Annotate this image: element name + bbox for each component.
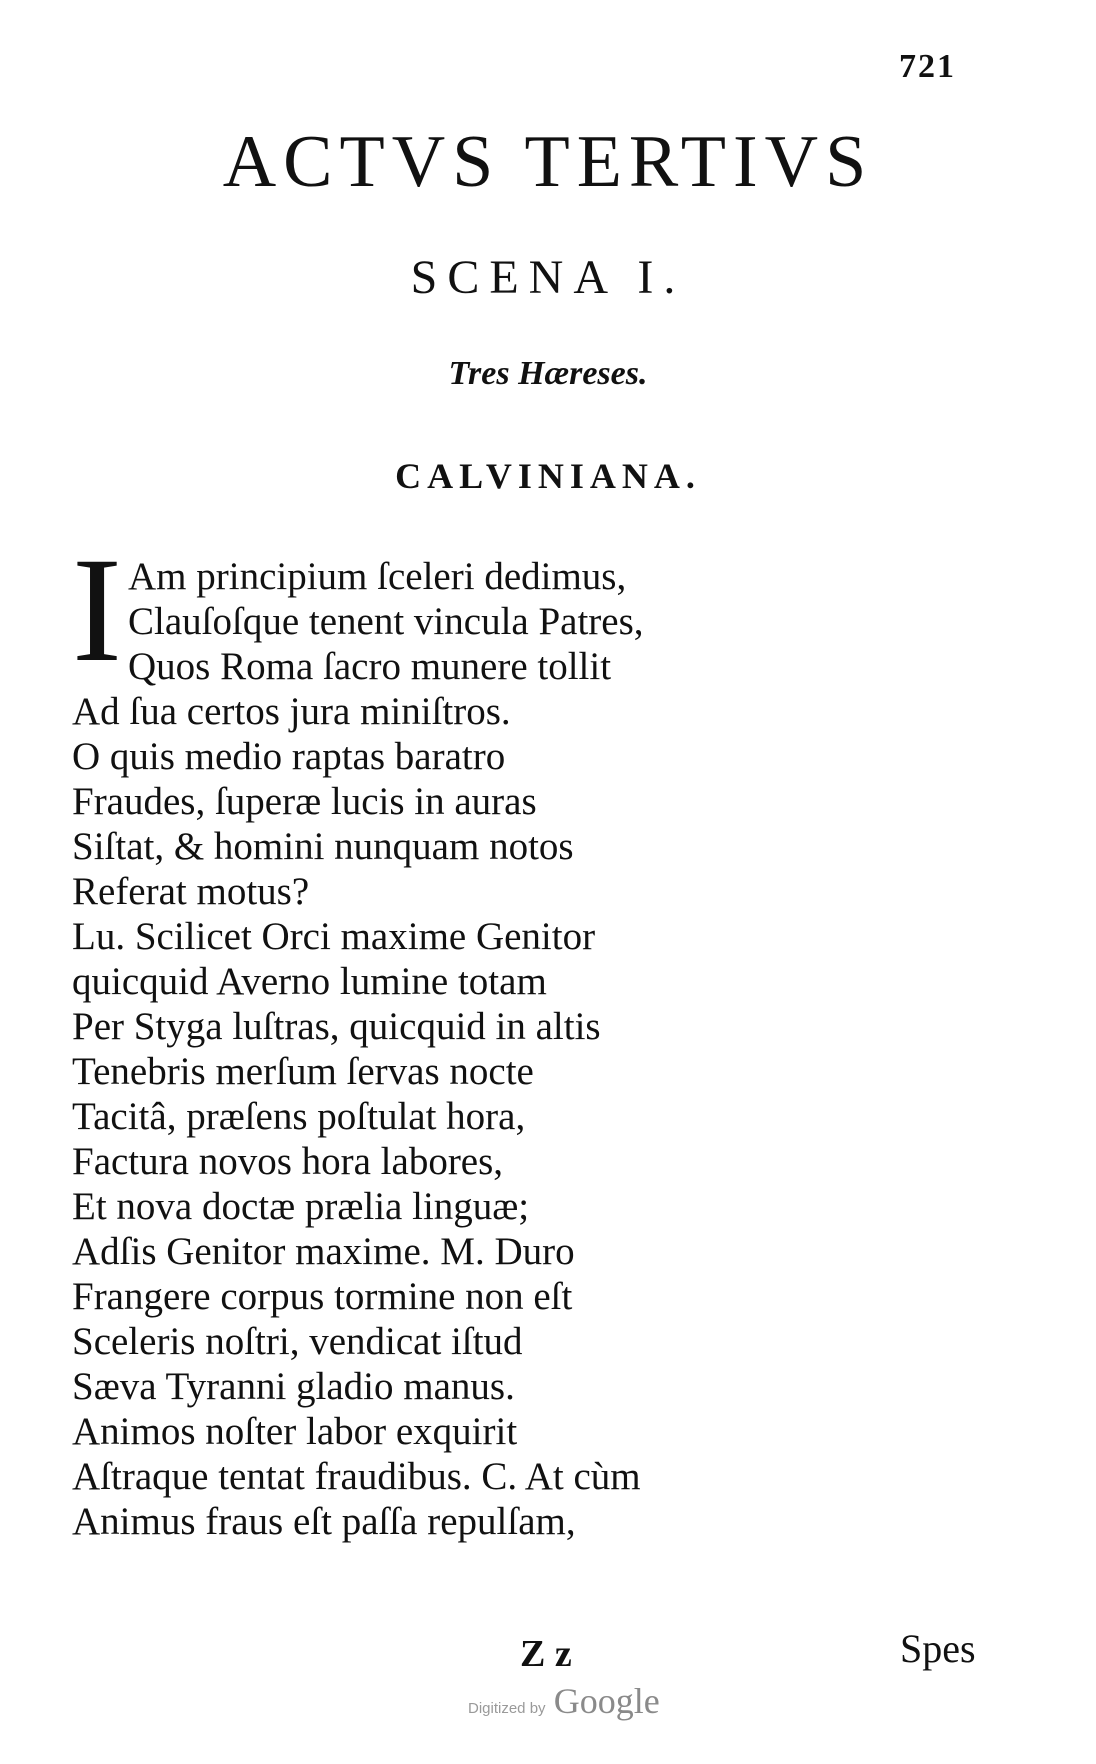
verse-line: Aſtraque tentat fraudibus. C. At cùm: [72, 1455, 641, 1498]
speaker-name: CALVINIANA.: [395, 456, 701, 496]
drop-cap: I: [72, 527, 122, 693]
verse-line: O quis medio raptas baratro: [72, 735, 506, 778]
verse-line: Quos Roma ſacro munere tollit: [128, 645, 612, 688]
verse-line: Animos noſter labor exquirit: [72, 1410, 518, 1453]
scene-title: SCENA I.: [410, 251, 686, 304]
watermark: [468, 1680, 660, 1722]
verse-line: Tacitâ, præſens poſtulat hora,: [72, 1095, 526, 1138]
persons-heading: Tres Hæreses.: [448, 355, 648, 392]
verse-line: Lu. Scilicet Orci maxime Genitor: [72, 915, 596, 958]
watermark-logo: Google: [553, 1681, 660, 1721]
verse-line: Sæva Tyranni gladio manus.: [72, 1365, 515, 1408]
verse-line: Am principium ſceleri dedimus,: [128, 555, 627, 598]
verse-line: Fraudes, ſuperæ lucis in auras: [72, 780, 537, 823]
verse-line: Et nova doctæ prælia linguæ;: [72, 1185, 530, 1228]
verse-line: Frangere corpus tormine non eſt: [72, 1275, 573, 1318]
verse-line: Ad ſua certos jura miniſtros.: [72, 690, 511, 733]
verse-line: quicquid Averno lumine totam: [72, 960, 547, 1003]
verse-line: Factura novos hora labores,: [72, 1140, 504, 1183]
verse-line: Animus fraus eſt paſſa repulſam,: [72, 1500, 576, 1543]
verse-line: Adſis Genitor maxime. M. Duro: [72, 1230, 575, 1273]
verse-line: Tenebris merſum ſervas nocte: [72, 1050, 534, 1093]
verse-line: Per Styga luſtras, quicquid in altis: [72, 1005, 601, 1048]
watermark-prefix: Digitized by: [468, 1700, 546, 1717]
signature-mark: Z z: [520, 1633, 572, 1675]
verse-line: Siſtat, & homini nunquam notos: [72, 825, 574, 868]
catchword: Spes: [900, 1626, 976, 1671]
act-title: ACTVS TERTIVS: [222, 121, 874, 203]
verse-line: Referat motus?: [72, 870, 310, 913]
verse-line: Clauſoſque tenent vincula Patres,: [128, 600, 644, 643]
verse-line: Sceleris noſtri, vendicat iſtud: [72, 1320, 523, 1363]
page-number: 721: [899, 48, 956, 85]
